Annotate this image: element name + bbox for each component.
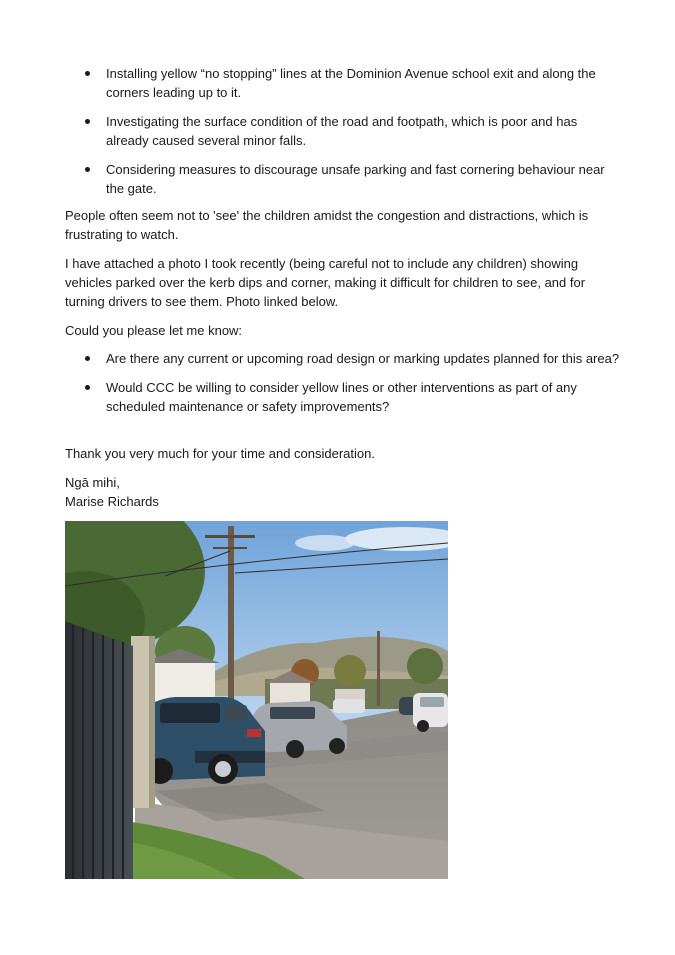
thanks-line: Thank you very much for your time and consideration. (65, 446, 375, 461)
signoff-line: Ngā mihi, (65, 475, 120, 490)
suggestion-list (65, 64, 620, 198)
question-list (65, 349, 620, 416)
list-item: Would CCC be willing to consider yellow lines or other interventions as part of any scheduled maintenance or safety improvements? (65, 378, 620, 416)
list-item: Investigating the surface condition of the road and footpath, which is poor and has already caused several minor falls. (65, 112, 620, 150)
list-item: Installing yellow “no stopping” lines at the Dominion Avenue school exit and along the corners leading up to it. (65, 64, 620, 102)
paragraph-request: Could you please let me know: (65, 323, 243, 338)
list-item: Considering measures to discourage unsafe parking and fast cornering behaviour near the gate. (65, 160, 620, 198)
street-parking-photo (65, 521, 448, 879)
list-item: Are there any current or upcoming road design or marking updates planned for this area? (65, 349, 620, 368)
paragraph-congestion: People often seem not to 'see' the children amidst the congestion and distractions, which is frustrating to watch. (65, 208, 589, 242)
paragraph-photo-note: I have attached a photo I took recently (being careful not to include any children) showing vehicles parked over the kerb dips and corner, making it difficult for children to see, and for turning drivers to see them. Photo linked below. (65, 256, 586, 309)
signature-name: Marise Richards (65, 494, 159, 509)
